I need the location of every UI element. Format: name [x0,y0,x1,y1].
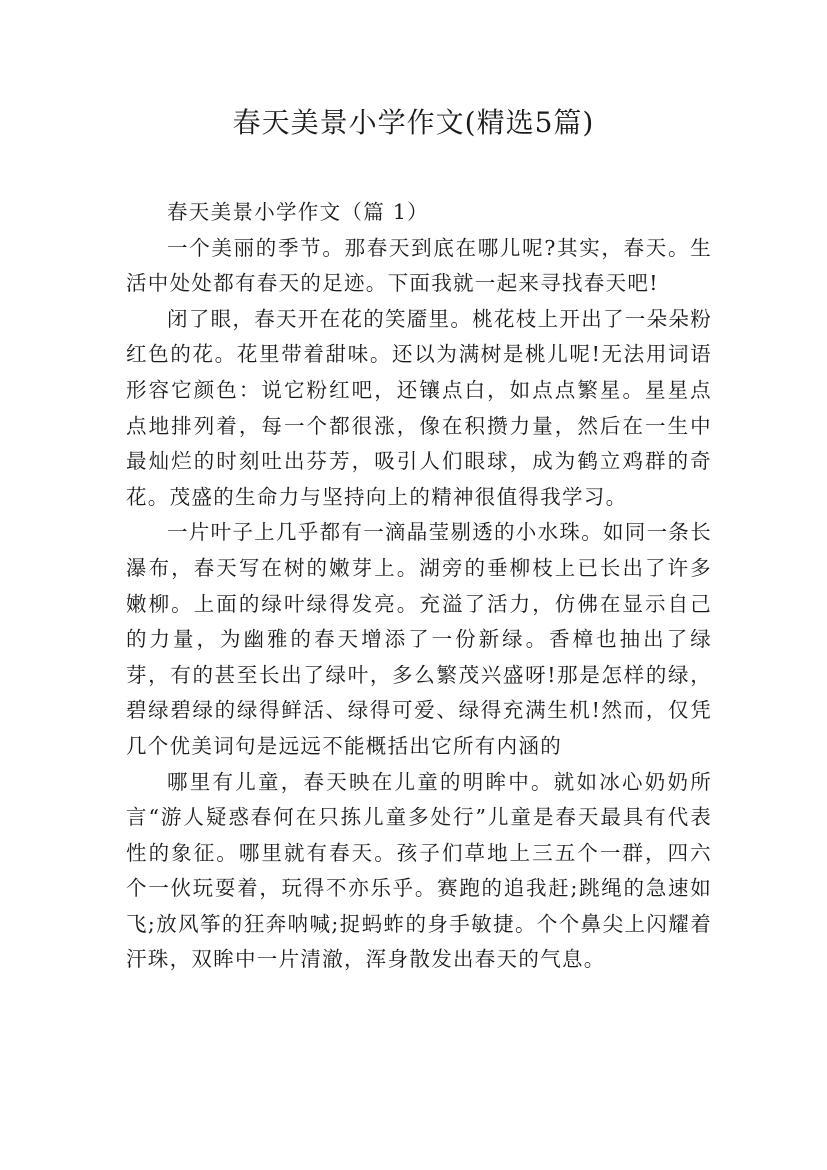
paragraph-4: 哪里有儿童，春天映在儿童的明眸中。就如冰心奶奶所言“游人疑惑春何在只拣儿童多处行”儿童是春天最具有代表性的象征。哪里就有春天。孩子们草地上三五个一群，四六个一伙玩耍着，玩得不亦乐乎。赛跑的追我赶;跳绳的急速如飞;放风筝的狂奔呐喊;捉蚂蚱的身手敏捷。个个鼻尖上闪耀着汗珠，双眸中一片清澈，浑身散发出春天的气息。 [126,769,712,972]
paragraph-2: 闭了眼，春天开在花的笑靥里。桃花枝上开出了一朵朵粉红色的花。花里带着甜味。还以为满树是桃儿呢!无法用词语形容它颜色：说它粉红吧，还镶点白，如点点繁星。星星点点地排列着，每一个都很涨，像在积攒力量，然后在一生中最灿烂的时刻吐出芬芳，吸引人们眼球，成为鹤立鸡群的奇花。茂盛的生命力与坚持向上的精神很值得我学习。 [126,306,712,509]
document-title: 春天美景小学作文(精选5篇) [232,106,595,139]
paragraph-3: 一片叶子上几乎都有一滴晶莹剔透的小水珠。如同一条长瀑布，春天写在树的嫩芽上。湖旁的垂柳枝上已长出了许多嫩柳。上面的绿叶绿得发亮。充溢了活力，仿佛在显示自己的力量，为幽雅的春天增添了一份新绿。香樟也抽出了绿芽，有的甚至长出了绿叶，多么繁茂兴盛呀!那是怎样的绿，碧绿碧绿的绿得鲜活、绿得可爱、绿得充满生机!然而，仅凭几个优美词句是远远不能概括出它所有内涵的 [126,520,712,758]
section-heading: 春天美景小学作文（篇 1） [167,200,429,224]
paragraph-1: 一个美丽的季节。那春天到底在哪儿呢?其实，春天。生活中处处都有春天的足迹。下面我就一起来寻找春天吧! [126,235,712,296]
document-body [126,195,712,978]
